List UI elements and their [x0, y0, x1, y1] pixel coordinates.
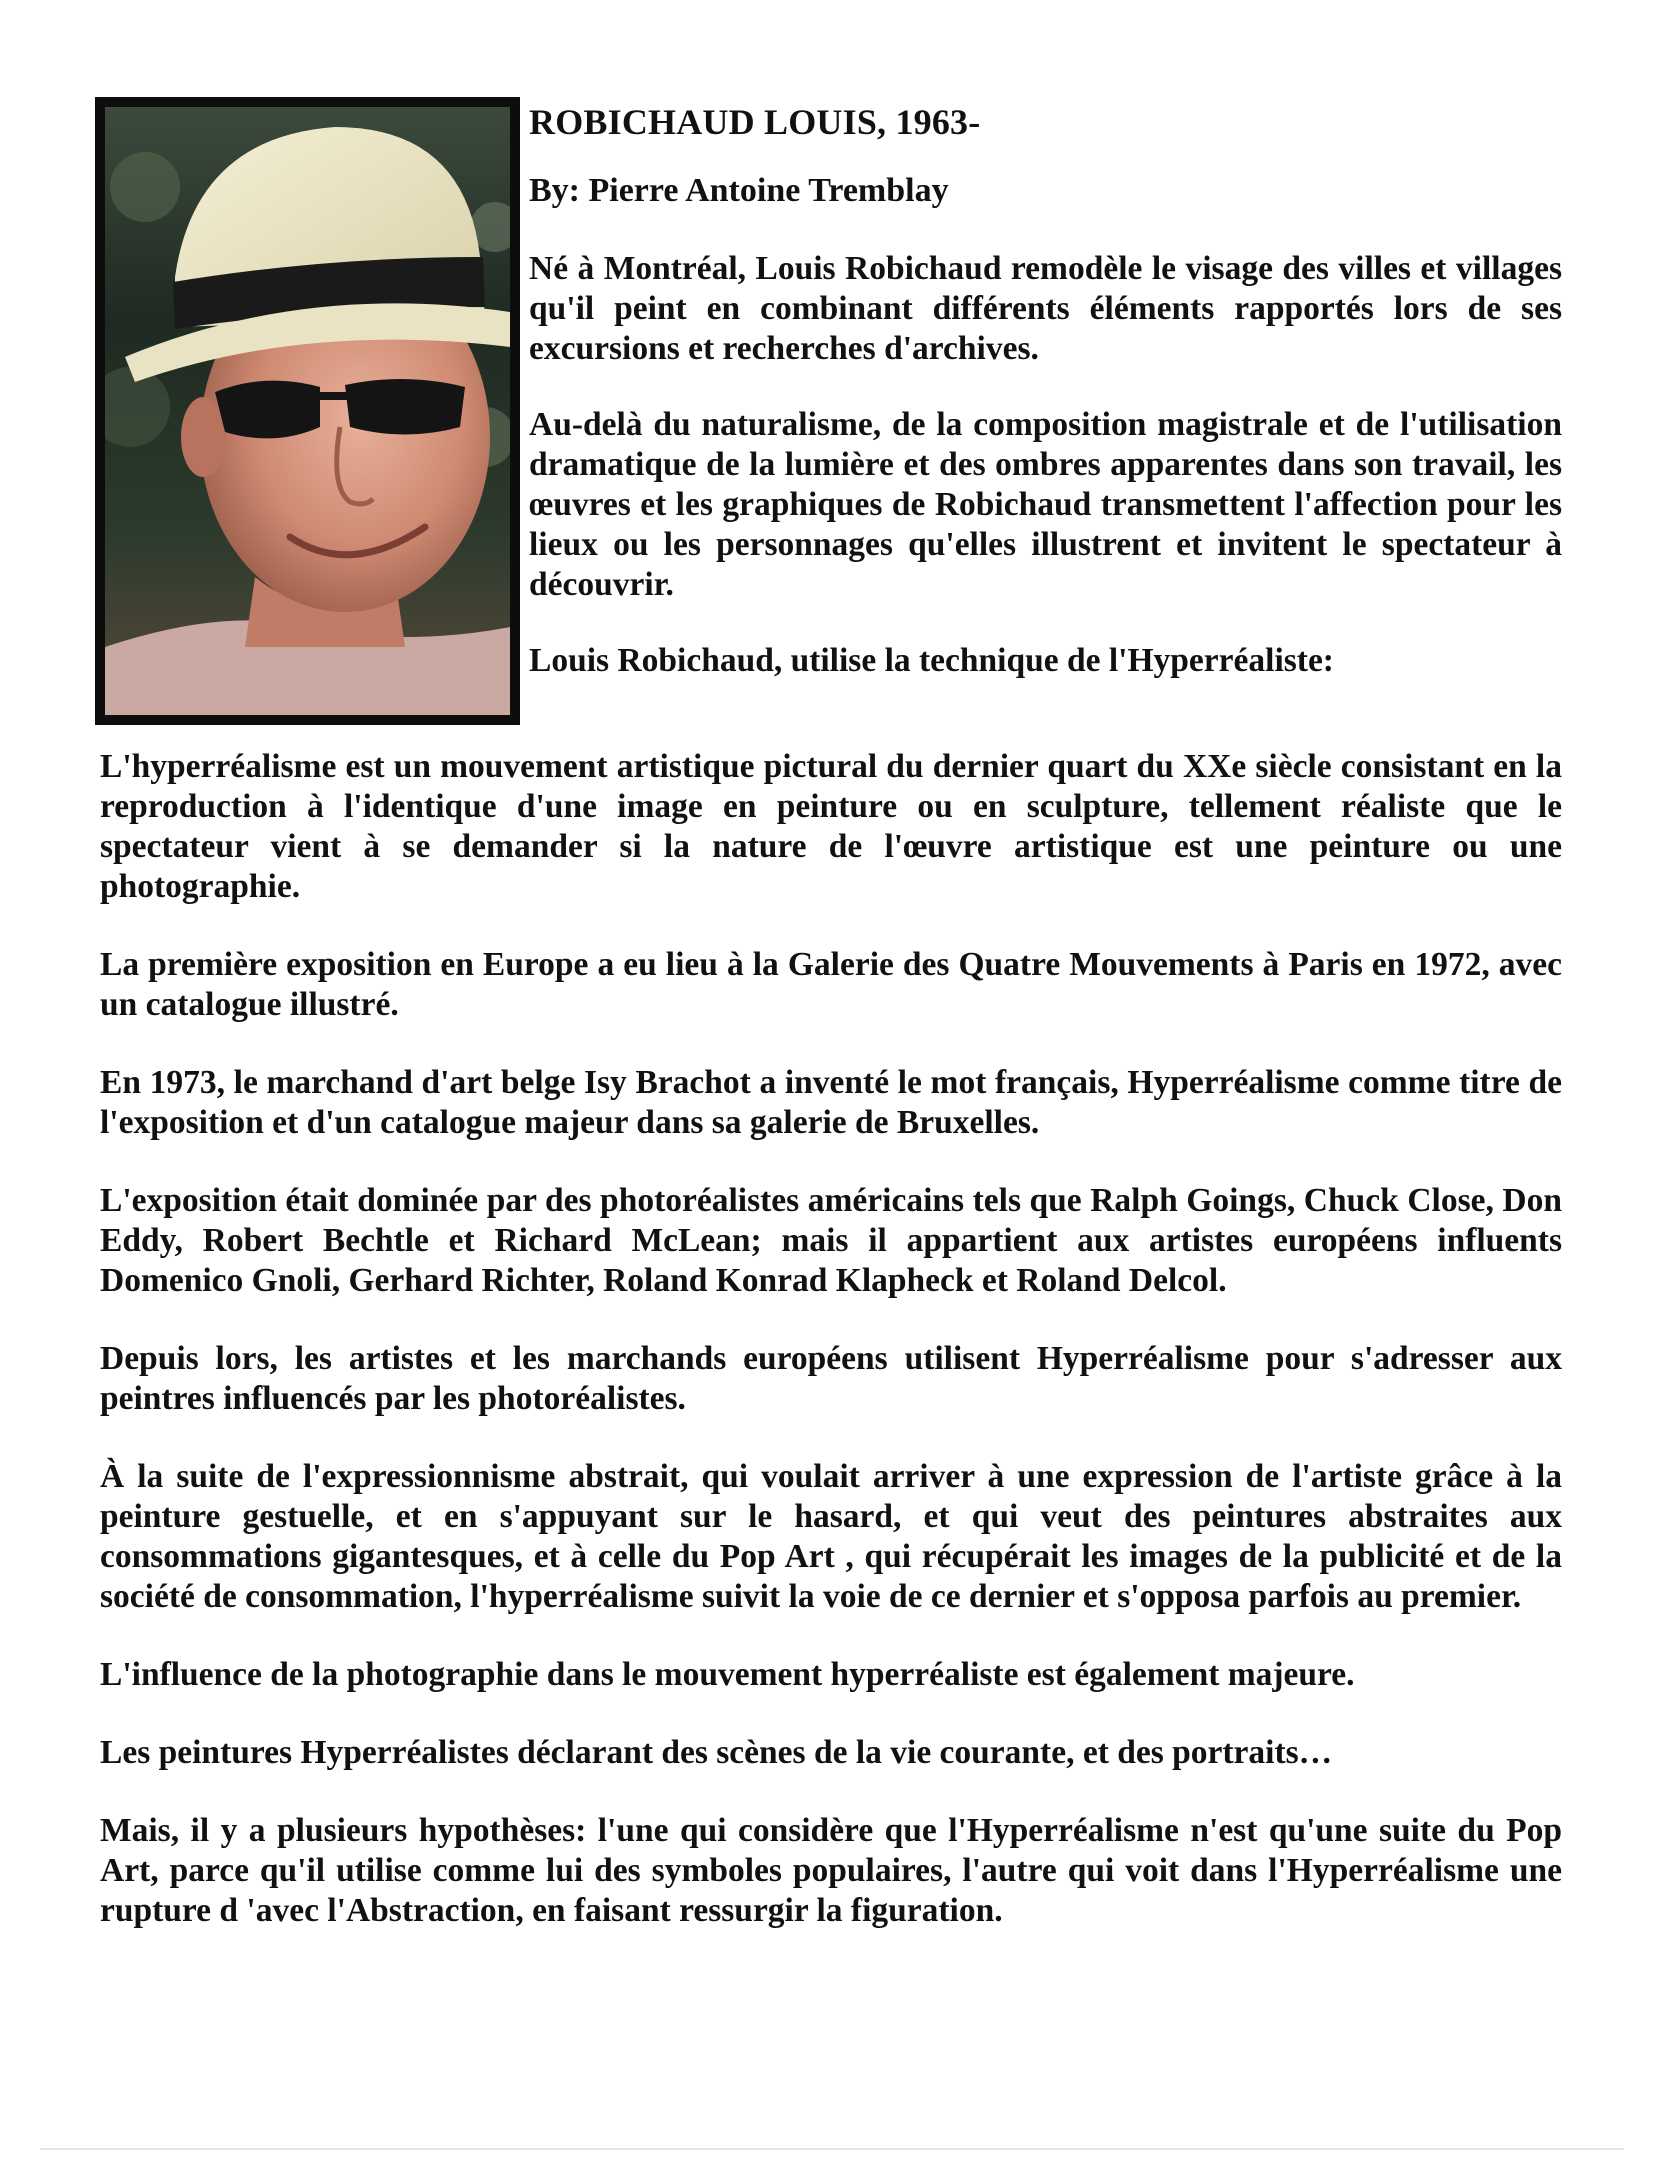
- body-text: [100, 747, 1562, 1969]
- document-title: ROBICHAUD LOUIS, 1963-: [529, 102, 981, 142]
- intro-paragraph: Au-delà du naturalisme, de la composition magistrale et de l'utilisation dramatique de la lumière et des ombres apparentes dans son travail, les œuvres et les graphiques de Robichaud transmettent l'affection pour les lieux ou les personnages qu'elles illustrent et invitent le spectateur à découvrir.: [529, 406, 1562, 603]
- portrait-photo: [95, 97, 520, 725]
- body-paragraph: Depuis lors, les artistes et les marchands européens utilisent Hyperréalisme pour s'adresser aux peintres influencés par les photoréalistes.: [100, 1340, 1562, 1417]
- intro-column: [529, 100, 1562, 681]
- portrait-photo-icon: [105, 107, 510, 715]
- author-byline: By: Pierre Antoine Tremblay: [529, 172, 949, 209]
- body-paragraph: L'influence de la photographie dans le mouvement hyperréaliste est également majeure.: [100, 1656, 1355, 1693]
- intro-paragraph: Louis Robichaud, utilise la technique de l'Hyperréaliste:: [529, 642, 1334, 679]
- body-paragraph: Les peintures Hyperréalistes déclarant des scènes de la vie courante, et des portraits…: [100, 1734, 1333, 1771]
- body-paragraph: Mais, il y a plusieurs hypothèses: l'une qui considère que l'Hyperréalisme n'est qu'une suite du Pop Art, parce qu'il utilise comme lui des symboles populaires, l'autre qui voit dans l'Hyperréalisme une rupture d 'avec l'Abstraction, en faisant ressurgir la figuration.: [100, 1812, 1562, 1929]
- body-paragraph: En 1973, le marchand d'art belge Isy Brachot a inventé le mot français, Hyperréalisme comme titre de l'exposition et d'un catalogue majeur dans sa galerie de Bruxelles.: [100, 1064, 1562, 1141]
- body-paragraph: À la suite de l'expressionnisme abstrait, qui voulait arriver à une expression de l'artiste grâce à la peinture gestuelle, et en s'appuyant sur le hasard, et qui veut des peintures abstraites aux consommations gigantesques, et à celle du Pop Art , qui récupérait les images de la publicité et de la société de consommation, l'hyperréalisme suivit la voie de ce dernier et s'opposa parfois au premier.: [100, 1458, 1562, 1615]
- body-paragraph: L'hyperréalisme est un mouvement artistique pictural du dernier quart du XXe siècle consistant en la reproduction à l'identique d'une image en peinture ou en sculpture, tellement réaliste que le spectateur vient à se demander si la nature de l'œuvre artistique est une peinture ou une photographie.: [100, 748, 1562, 905]
- intro-paragraph: Né à Montréal, Louis Robichaud remodèle le visage des villes et villages qu'il peint en combinant différents éléments rapportés lors de ses excursions et recherches d'archives.: [529, 250, 1562, 367]
- body-paragraph: La première exposition en Europe a eu lieu à la Galerie des Quatre Mouvements à Paris en 1972, avec un catalogue illustré.: [100, 946, 1562, 1023]
- scan-edge-divider: [40, 2148, 1624, 2150]
- body-paragraph: L'exposition était dominée par des photoréalistes américains tels que Ralph Goings, Chuck Close, Don Eddy, Robert Bechtle et Richard McLean; mais il appartient aux artistes européens influents Domenico Gnoli, Gerhard Richter, Roland Konrad Klapheck et Roland Delcol.: [100, 1182, 1562, 1299]
